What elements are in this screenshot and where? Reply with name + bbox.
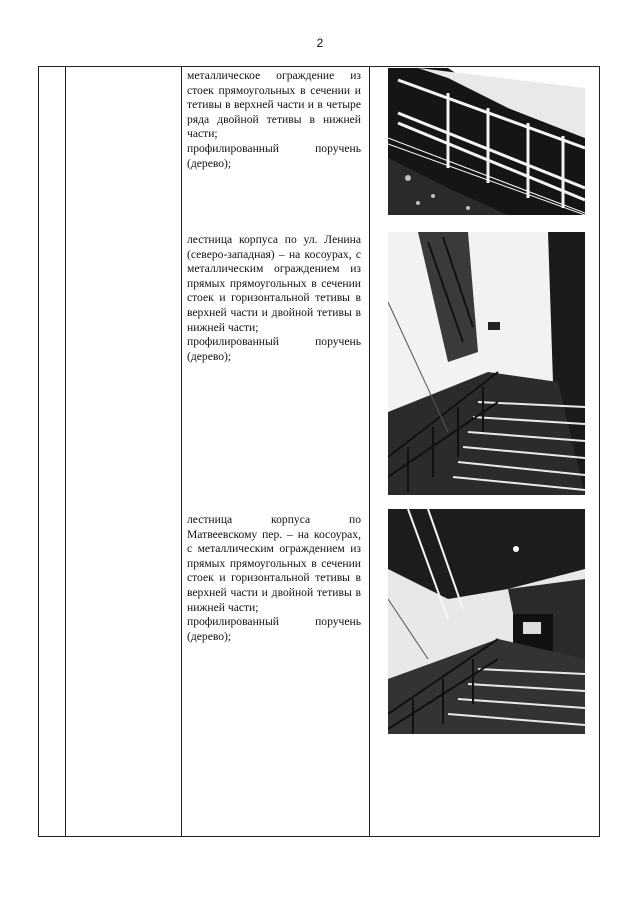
column-divider-1 xyxy=(65,67,66,836)
row-3-description: лестница корпуса по Матвеевскому пер. – на косоурах, с металлическим ограждением из прямых прямоугольных в сечении стоек и горизонтальной тетивы в верхней части и двойной тетивы в нижней части; профилированный поручень (дерево); xyxy=(187,513,361,643)
page-number: 2 xyxy=(316,36,324,50)
staircase-railing-photo-2 xyxy=(388,232,585,495)
row-2-description: лестница корпуса по ул. Ленина (северо-западная) – на косоурах, с металлическим ограждением из прямых прямоугольных в сечении стоек и горизонтальной тетивы в верхней части и двойной тетивы в нижней части; профилированный поручень (дерево); xyxy=(187,233,361,363)
column-divider-3 xyxy=(369,67,370,836)
row-2-photo xyxy=(388,232,585,495)
staircase-railing-photo-3 xyxy=(388,509,585,734)
description-table xyxy=(38,66,600,837)
row-3-photo xyxy=(388,509,585,734)
row-1-photo xyxy=(388,68,585,215)
column-divider-2 xyxy=(181,67,182,836)
row-1-description: металлическое ограждение из стоек прямоугольных в сечении и тетивы в верхней части и в четыре ряда двойной тетивы в нижней части; профилированный поручень (дерево); xyxy=(187,69,361,170)
staircase-railing-photo-1 xyxy=(388,68,585,215)
